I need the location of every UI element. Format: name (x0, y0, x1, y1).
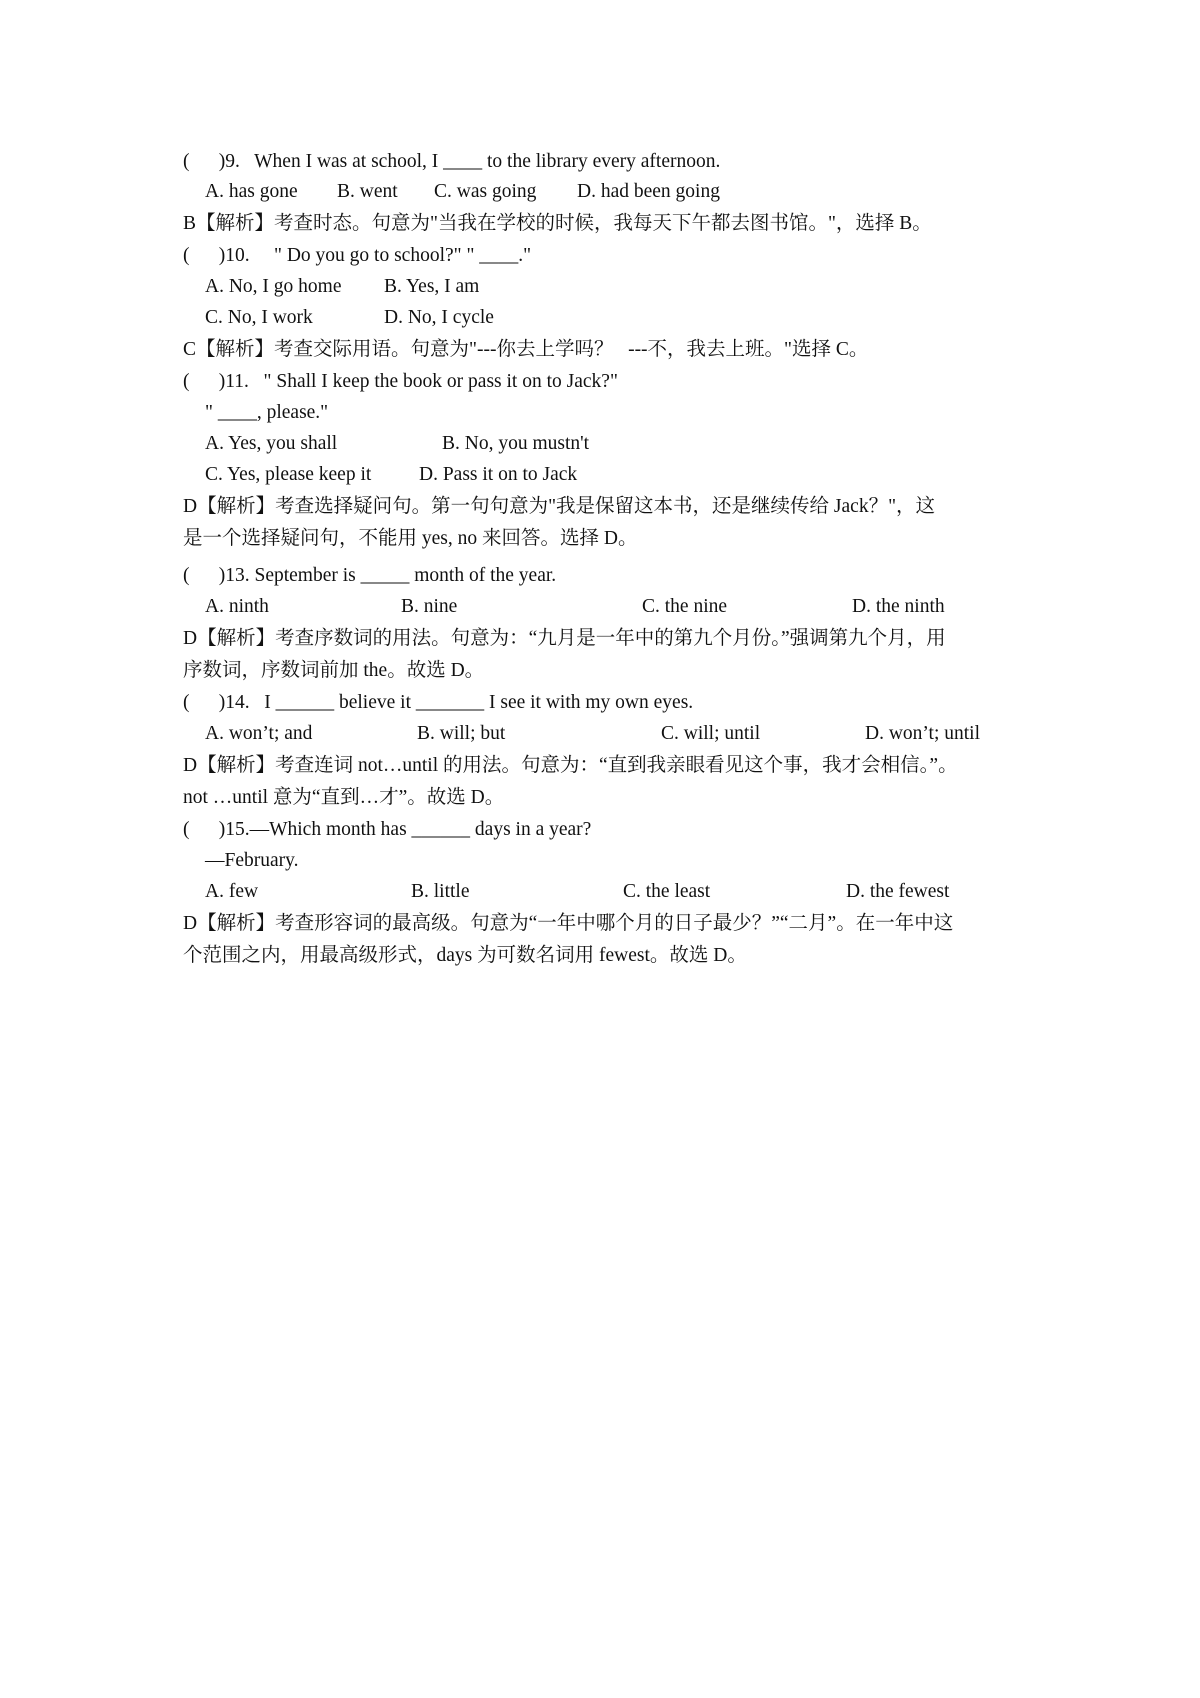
question-13-option-b: B. nine (401, 596, 458, 617)
question-9-option-b: B. went (337, 181, 398, 202)
question-15-option-a: A. few (205, 881, 259, 902)
question-15-stem-reply: —February. (205, 850, 299, 871)
question-15-analysis-line-2: 个范围之内，用最高级形式，days 为可数名词用 fewest。故选 D。 (183, 945, 747, 966)
question-11-stem-reply: " ____, please." (205, 402, 329, 423)
question-9-option-a: A. has gone (205, 181, 298, 202)
question-10-option-a: A. No, I go home (205, 276, 342, 297)
question-15-option-d: D. the fewest (846, 881, 950, 902)
question-14-option-c: C. will; until (661, 723, 761, 744)
question-15-stem: ( )15.—Which month has ______ days in a year? (183, 819, 592, 840)
question-10-analysis: C【解析】考查交际用语。句意为"---你去上学吗？ ---不，我去上班。"选择 C。 (183, 339, 869, 360)
question-10-option-c: C. No, I work (205, 307, 313, 328)
question-15-option-c: C. the least (623, 881, 711, 902)
question-13-option-a: A. ninth (205, 596, 269, 617)
question-11-stem: ( )11. " Shall I keep the book or pass it on to Jack?" (183, 371, 618, 392)
question-14-option-b: B. will; but (417, 723, 506, 744)
question-13-analysis-line-2: 序数词，序数词前加 the。故选 D。 (183, 660, 485, 681)
question-13-analysis-line-1: D【解析】考查序数词的用法。句意为：“九月是一年中的第九个月份。”强调第九个月，用 (183, 628, 946, 649)
question-11-analysis-line-1: D【解析】考查选择疑问句。第一句句意为"我是保留这本书，还是继续传给 Jack？"，这 (183, 496, 936, 517)
question-11-option-d: D. Pass it on to Jack (419, 464, 578, 485)
question-13-option-d: D. the ninth (852, 596, 945, 617)
question-14-option-d: D. won’t; until (865, 723, 981, 744)
question-11-option-b: B. No, you mustn't (442, 433, 590, 454)
question-9-stem: ( )9. When I was at school, I ____ to the library every afternoon. (183, 151, 721, 172)
question-11-option-c: C. Yes, please keep it (205, 464, 372, 485)
question-9-analysis: B【解析】考查时态。句意为"当我在学校的时候，我每天下午都去图书馆。"，选择 B。 (183, 213, 932, 234)
question-11-option-a: A. Yes, you shall (205, 433, 338, 454)
question-15-analysis-line-1: D【解析】考查形容词的最高级。句意为“一年中哪个月的日子最少？”“二月”。在一年中这 (183, 913, 954, 934)
question-13-stem: ( )13. September is _____ month of the year. (183, 565, 557, 586)
question-14-analysis-line-1: D【解析】考查连词 not…until 的用法。句意为：“直到我亲眼看见这个事，我才会相信。”。 (183, 755, 958, 776)
question-10-option-d: D. No, I cycle (384, 307, 494, 328)
question-11-analysis-line-2: 是一个选择疑问句，不能用 yes, no 来回答。选择 D。 (183, 528, 638, 549)
question-15-option-b: B. little (411, 881, 470, 902)
question-10-stem: ( )10. " Do you go to school?" " ____." (183, 245, 532, 266)
question-9-option-c: C. was going (434, 181, 537, 202)
question-14-analysis-line-2: not …until 意为“直到…才”。故选 D。 (183, 787, 505, 808)
question-13-option-c: C. the nine (642, 596, 728, 617)
question-14-option-a: A. won’t; and (205, 723, 313, 744)
question-14-stem: ( )14. I ______ believe it _______ I see it with my own eyes. (183, 692, 694, 713)
question-9-option-d: D. had been going (577, 181, 720, 202)
question-10-option-b: B. Yes, I am (384, 276, 480, 297)
